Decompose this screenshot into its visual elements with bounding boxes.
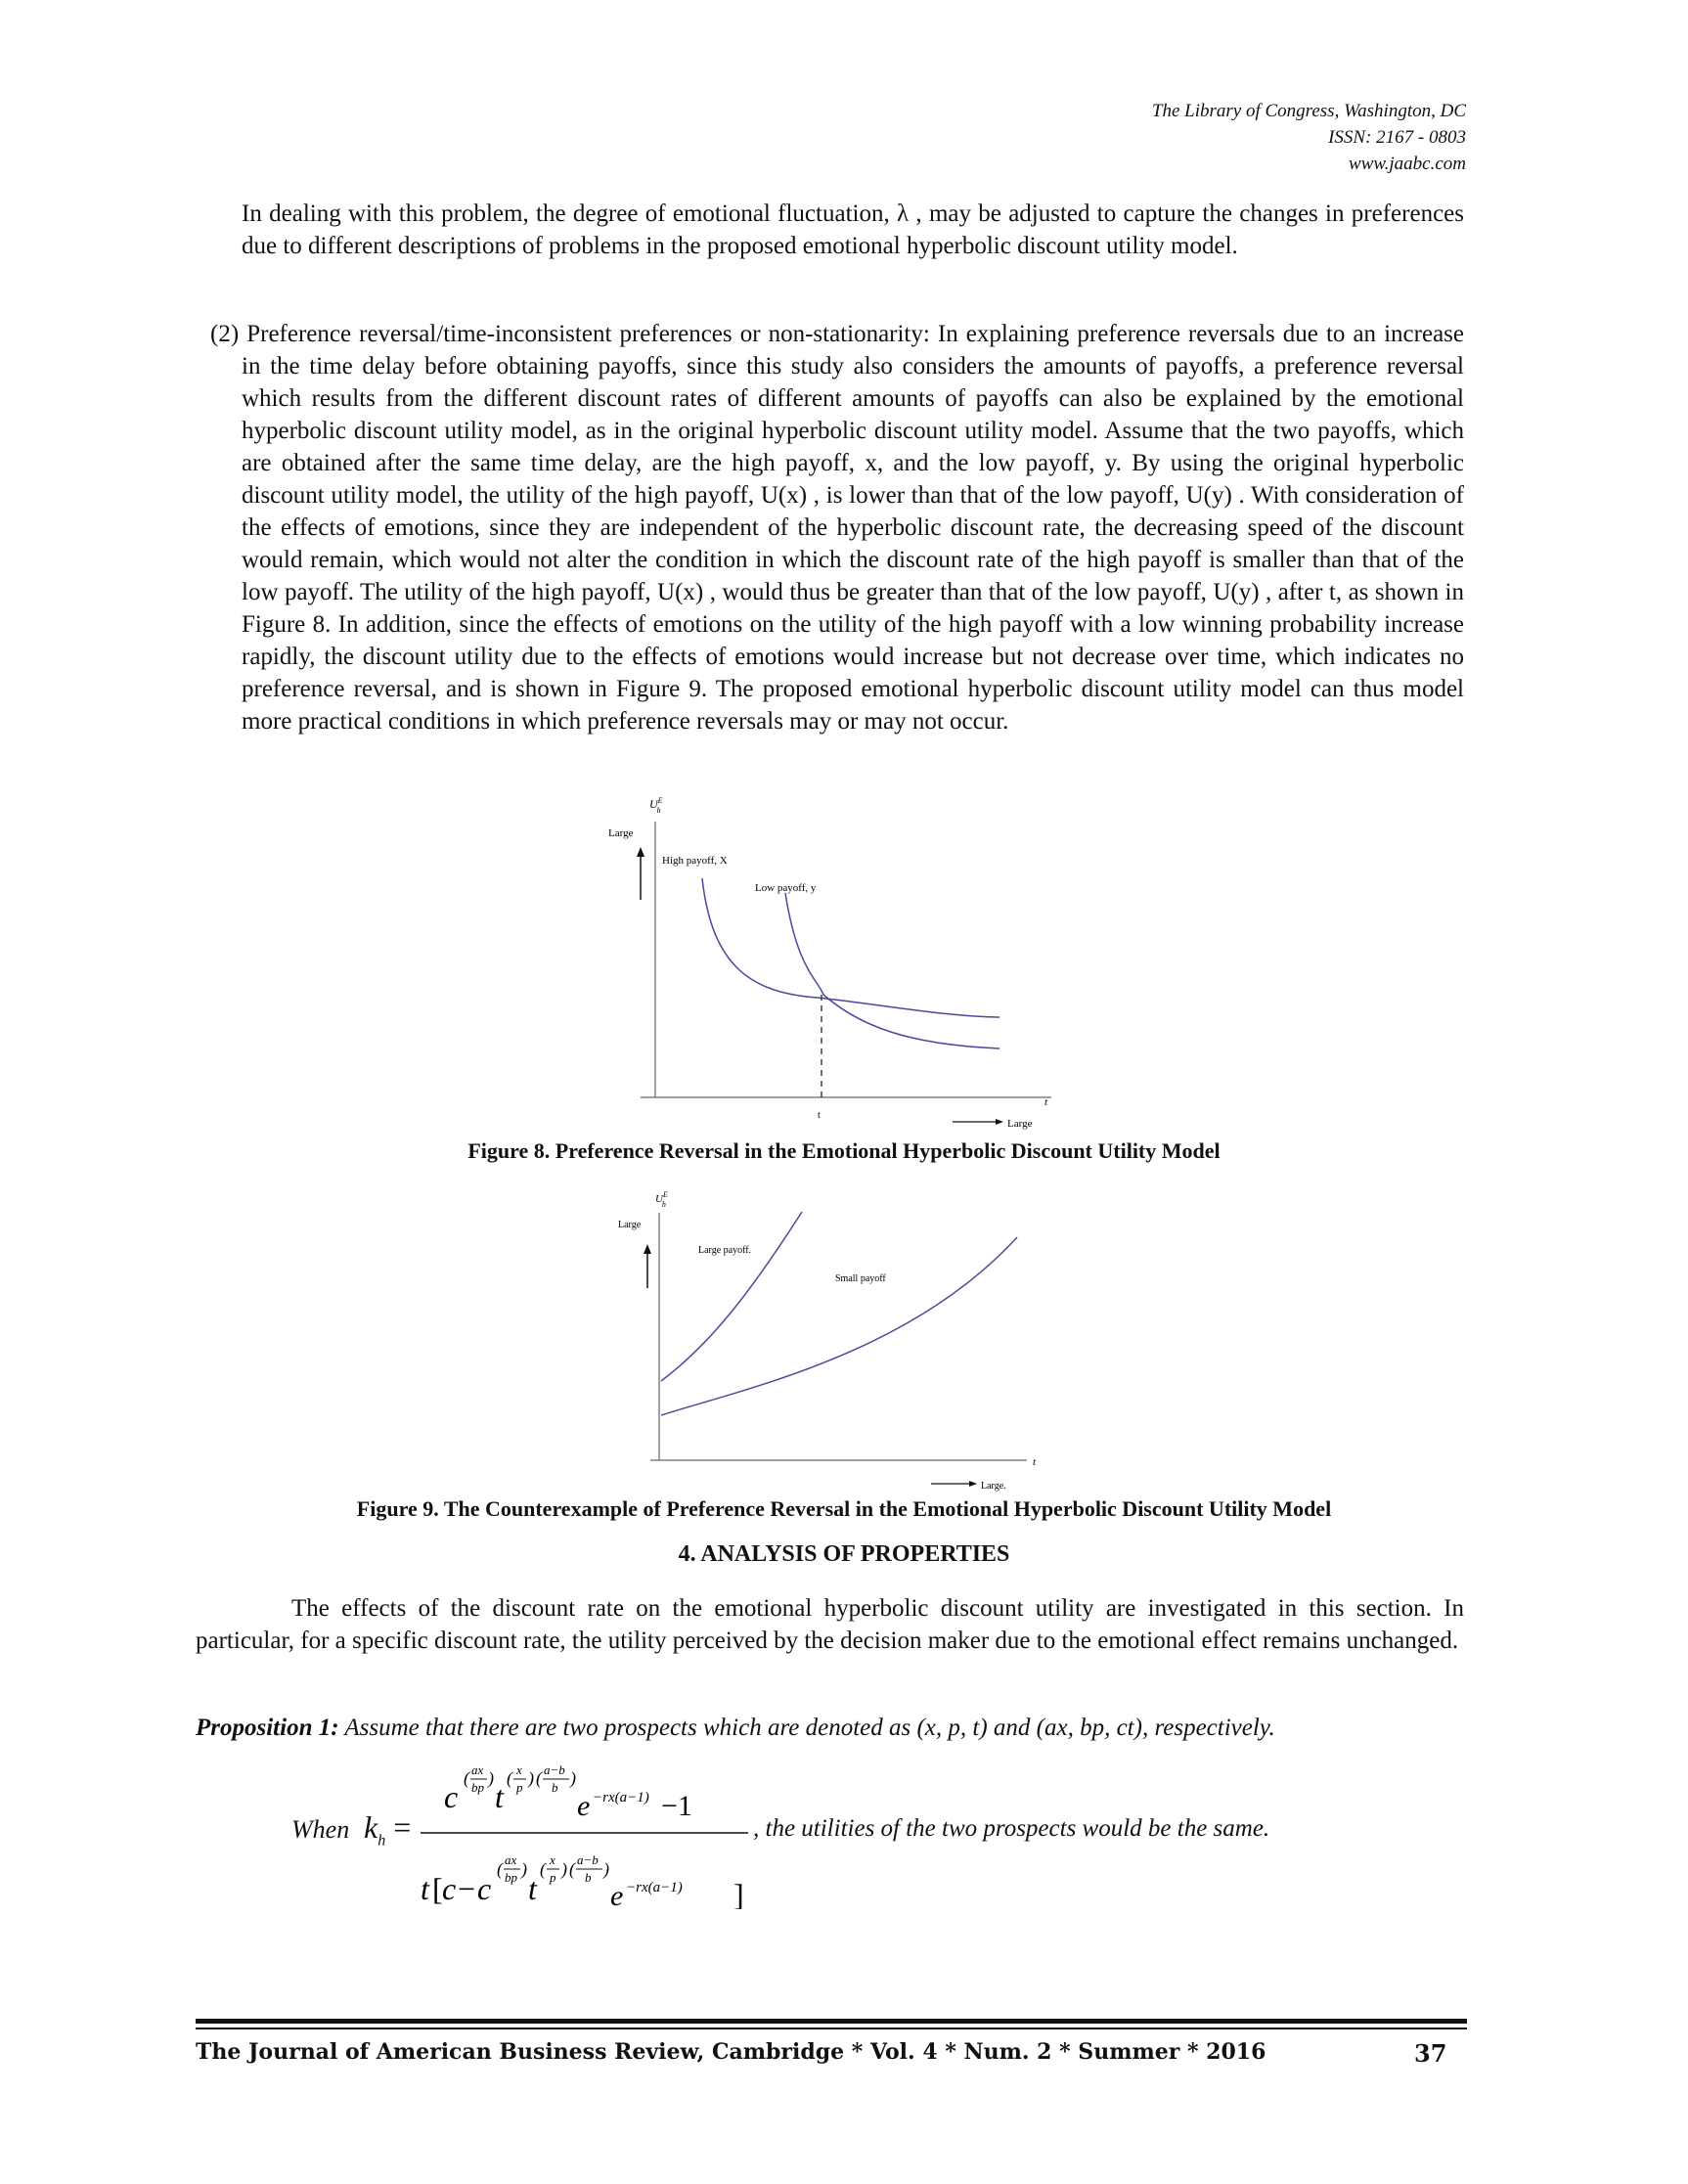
svg-text:t: t (421, 1871, 429, 1906)
svg-text:c: c (444, 1779, 459, 1814)
svg-text:): ) (521, 1859, 527, 1879)
figure-9-caption: Figure 9. The Counterexample of Preference Reversal in the Emotional Hyperbolic Discount Utility Model (356, 1496, 1332, 1521)
page-number: 37 (1414, 2039, 1447, 2068)
svg-text:): ) (528, 1768, 534, 1788)
footer-rule-thin (196, 2028, 1467, 2029)
svg-text:p: p (550, 1870, 556, 1885)
svg-text:b: b (552, 1780, 558, 1795)
fig8-y-label: $U^E$ h (649, 796, 663, 815)
footer-rule-thick (196, 2019, 1467, 2024)
svg-text:(: ( (464, 1768, 469, 1788)
svg-text:[: [ (432, 1871, 443, 1906)
fig8-high-payoff-curve (702, 878, 999, 1017)
svg-text:ax: ax (471, 1762, 484, 1777)
svg-text:): ) (603, 1859, 609, 1879)
svg-text:(: ( (536, 1768, 542, 1788)
fig8-y-large: Large (608, 827, 634, 839)
svg-text:e: e (610, 1880, 624, 1909)
svg-text:−rx(a−1): −rx(a−1) (626, 1880, 683, 1895)
figure-8-chart (597, 792, 1066, 1135)
svg-text:bp: bp (505, 1870, 517, 1885)
header-website: www.jaabc.com (1349, 154, 1466, 174)
fig9-x-large: Large. (981, 1481, 1006, 1492)
proposition-label: Proposition 1: (196, 1715, 339, 1741)
fig9-y-label: $U^E$ h (655, 1190, 668, 1209)
formula-tail: , the utilities of the two prospects would be the same. (753, 1815, 1270, 1842)
svg-text:−: − (458, 1871, 476, 1906)
svg-text:bp: bp (471, 1780, 484, 1795)
fig9-small-payoff-curve (661, 1237, 1017, 1415)
fig9-up-arrow-head (644, 1244, 651, 1254)
figure-9-chart (616, 1188, 1056, 1496)
section-paragraph: The effects of the discount rate on the emotional hyperbolic discount utility are investigated in this section. In particular, for a specific discount rate, the utility perceived by the decision maker due to the emotional effect remains unchanged. (196, 1595, 1464, 1654)
fig8-up-arrow-head (637, 847, 644, 857)
svg-text:x: x (516, 1762, 522, 1777)
footer-journal: The Journal of American Business Review, Cambridge * Vol. 4 * Num. 2 * Summer * 2016 (196, 2039, 1266, 2065)
proposition-text: Assume that there are two prospects which are denoted as (x, p, t) and (ax, bp, ct), respectively. (344, 1715, 1275, 1741)
fig9-large-payoff-curve (661, 1212, 802, 1381)
svg-text:c: c (442, 1871, 457, 1906)
proposition-1 (196, 1712, 1464, 1744)
fig8-x-large: Large (1007, 1118, 1033, 1130)
svg-text:−1: −1 (661, 1790, 692, 1822)
svg-text:t: t (528, 1871, 537, 1906)
svg-text:(: ( (507, 1768, 512, 1788)
svg-text:a−b: a−b (577, 1852, 599, 1867)
fig8-label-high-payoff: High payoff, X (662, 855, 728, 867)
svg-text:): ) (570, 1768, 576, 1788)
fig9-right-arrow-head (969, 1481, 977, 1487)
intro-paragraph: In dealing with this problem, the degree of emotional fluctuation, λ , may be adjusted to capture the changes in preferences due to different descriptions of problems in the proposed emotional hyperbolic discount utility model. (242, 201, 1464, 259)
header-issn: ISSN: 2167 - 0803 (1328, 127, 1466, 148)
svg-text:t: t (495, 1779, 504, 1814)
figure-8-caption: Figure 8. Preference Reversal in the Emotional Hyperbolic Discount Utility Model (467, 1138, 1221, 1163)
svg-text:]: ] (733, 1877, 744, 1909)
fig8-x-label: t (1044, 1096, 1048, 1108)
svg-text:x: x (550, 1852, 555, 1867)
formula-fraction (421, 1753, 763, 1909)
fig8-right-arrow-head (996, 1119, 1003, 1125)
fig8-low-payoff-curve (785, 893, 999, 1048)
formula-when: When (291, 1815, 350, 1844)
svg-text:−rx(a−1): −rx(a−1) (593, 1790, 649, 1805)
svg-text:): ) (561, 1859, 567, 1879)
fig9-y-large: Large (618, 1220, 642, 1230)
header-library: The Library of Congress, Washington, DC (1151, 101, 1466, 121)
fig8-label-low-payoff: Low payoff, y (755, 882, 817, 894)
svg-text:(: ( (569, 1859, 575, 1879)
svg-text:b: b (585, 1870, 592, 1885)
formula-kh: $k_h$ = (364, 1809, 412, 1850)
fig9-x-label: t (1033, 1456, 1037, 1468)
section-heading: 4. ANALYSIS OF PROPERTIES (678, 1541, 1010, 1567)
preference-reversal-paragraph: (2) Preference reversal/time-inconsistent preferences or non-stationarity: In explaining preference reversals due to an increase in the time delay before obtaining payoffs, since this study also considers the amounts of payoffs, a preference reversal which results from the different discount rates of different amounts of payoffs can also be explained by the emotional hyperbolic discount utility model, as in the original hyperbolic discount utility model. Assume that the two payoffs, which are obtained after the same time delay, are the high payoff, x, and the low payoff, y. By using the original hyperbolic discount utility model, the utility of the high payoff, U(x) , is lower than that of the low payoff, U(y) . With consideration of the effects of emotions, since they are independent of the hyperbolic discount rate, the decreasing speed of the discount would remain, which would not alter the condition in which the discount rate of the high payoff is smaller than that of the low payoff. The utility of the high payoff, U(x) , would thus be greater than that of the low payoff, U(y) , after t, as shown in Figure 8. In addition, since the effects of emotions on the utility of the high payoff with a low winning probability increase rapidly, the discount utility due to the effects of emotions would increase but not decrease over time, which indicates no preference reversal, and is shown in Figure 9. The proposed emotional hyperbolic discount utility model can thus model more practical conditions in which preference reversals may or may not occur. (210, 321, 1464, 735)
svg-text:): ) (488, 1768, 494, 1788)
svg-text:(: ( (497, 1859, 503, 1879)
svg-text:p: p (516, 1780, 523, 1795)
svg-text:a−b: a−b (544, 1762, 565, 1777)
svg-text:(: ( (540, 1859, 546, 1879)
fig8-x-tick-t: t (818, 1110, 821, 1121)
svg-text:ax: ax (505, 1852, 517, 1867)
fig9-label-large-payoff: Large payoff. (698, 1245, 752, 1256)
svg-text:c: c (477, 1871, 492, 1906)
svg-text:e: e (577, 1790, 591, 1822)
fig9-label-small-payoff: Small payoff (835, 1273, 886, 1284)
